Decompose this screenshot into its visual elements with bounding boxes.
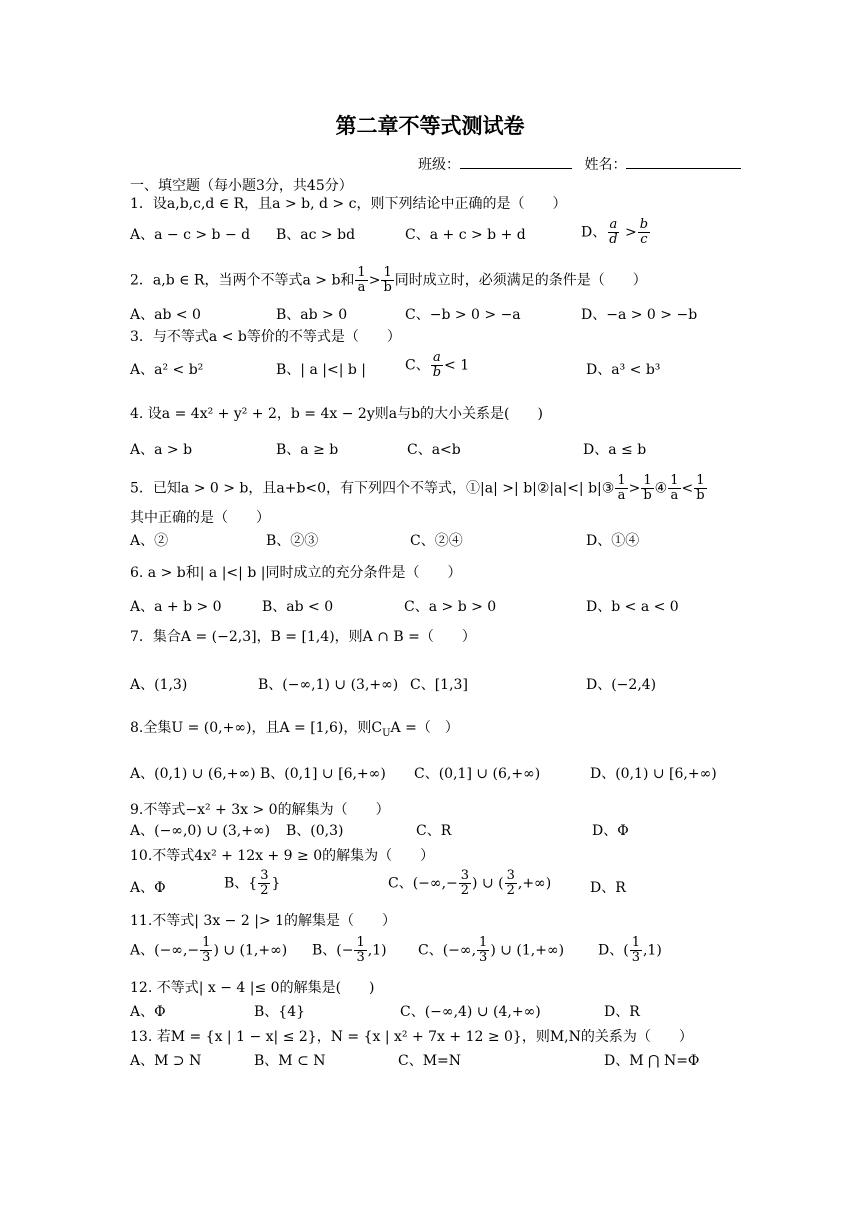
option-b: B、(−∞,1) ∪ (3,+∞): [258, 677, 399, 693]
option-d: D、(−2,4): [586, 677, 657, 693]
option-b: B、| a |<| b |: [276, 362, 366, 378]
option-c: C、(−∞,− $\frac{3}{2}$ ) ∪ ( $\frac{3}{2}$ ,+∞): [388, 868, 552, 898]
option-c: C、②④: [410, 533, 463, 549]
class-blank: [460, 154, 572, 169]
option-a: A、②: [130, 533, 169, 549]
option-c: C、−b > 0 > −a: [405, 307, 521, 323]
option-b: B、a ≥ b: [276, 442, 339, 458]
question-11-stem: 11.不等式| 3x − 2 |> 1的解集是（ ）: [130, 913, 397, 929]
option-b: B、ab < 0: [262, 599, 334, 615]
question-2-stem: 2．a,b ∈ R，当两个不等式a > b和 $\frac{1}{a}$ > $\frac{1}{b}$ 同时成立时，必须满足的条件是（ ）: [130, 265, 647, 295]
option-b: B、②③: [266, 533, 319, 549]
question-8-stem: 8.全集U = (0,+∞)，且A = [1,6)，则$C_UA$ =（ ）: [130, 720, 459, 739]
option-c: C、R: [416, 823, 452, 839]
option-a: A、a > b: [130, 442, 193, 458]
option-c: C、a + c > b + d: [405, 227, 526, 243]
option-a: A、ab < 0: [130, 307, 201, 323]
option-a: A、M ⊃ N: [130, 1053, 202, 1069]
question-6-stem: 6. a > b和| a |<| b |同时成立的充分条件是（ ）: [130, 565, 462, 581]
option-d: D、−a > 0 > −b: [581, 307, 698, 323]
option-a: A、(0,1) ∪ (6,+∞): [130, 766, 256, 782]
option-c: C、(−∞, $\frac{1}{3}$ ) ∪ (1,+∞): [418, 935, 565, 965]
option-d: D、R: [590, 880, 626, 896]
question-13-stem: 13. 若M = {x | 1 − x| ≤ 2}，N = {x | x² + 7x + 12 ≥ 0}，则M,N的关系为（ ）: [130, 1029, 693, 1045]
class-label: 班级：: [418, 157, 460, 173]
option-a: A、a² < b²: [130, 362, 204, 378]
option-d: D、 $\frac{a}{d}$ > $\frac{b}{c}$: [581, 217, 649, 247]
question-1-stem: 1．设a,b,c,d ∈ R，且a > b, d > c，则下列结论中正确的是（ ）: [130, 196, 567, 212]
option-d: D、b < a < 0: [586, 599, 679, 615]
option-c: C、[1,3]: [410, 677, 468, 693]
question-4-stem: 4. 设a = 4x² + y² + 2，b = 4x − 2y则a与b的大小关系是( ): [130, 406, 543, 422]
student-info: [418, 154, 741, 174]
option-d: D、a ≤ b: [583, 442, 647, 458]
option-d: D、Φ: [592, 823, 629, 839]
option-c: C、a<b: [407, 442, 461, 458]
option-c: C、(0,1] ∪ (6,+∞): [414, 766, 541, 782]
page-title: 第二章不等式测试卷: [335, 113, 525, 138]
question-9-stem: 9.不等式−x² + 3x > 0的解集为（ ）: [130, 802, 390, 818]
option-d: D、①④: [586, 533, 640, 549]
option-a: A、a − c > b − d: [130, 227, 251, 243]
option-c: C、a > b > 0: [404, 599, 497, 615]
option-d: D、(0,1) ∪ [6,+∞): [590, 766, 717, 782]
question-7-stem: 7．集合A = (−2,3]，B = [1,4)，则A ∩ B =（ ）: [130, 629, 476, 645]
question-5-stem-continued: 其中正确的是（ ）: [130, 510, 270, 526]
option-b: B、{ $\frac{3}{2}$ }: [224, 868, 281, 898]
name-label: 姓名：: [584, 157, 627, 173]
option-d: D、a³ < b³: [586, 362, 661, 378]
name-blank: [626, 154, 741, 169]
option-b: B、{4}: [254, 1004, 306, 1020]
option-a: A、(−∞,− $\frac{1}{3}$ ) ∪ (1,+∞): [130, 935, 288, 965]
option-b: B、M ⊂ N: [254, 1053, 326, 1069]
option-c: C、(−∞,4) ∪ (4,+∞): [400, 1004, 541, 1020]
option-b: B、ab > 0: [276, 307, 348, 323]
option-a: A、a + b > 0: [130, 599, 222, 615]
option-a: A、Φ: [130, 880, 166, 896]
section-heading: 一、填空题（每小题3分，共45分）: [130, 178, 353, 194]
question-3-stem: 3．与不等式a < b等价的不等式是（ ）: [130, 329, 401, 345]
question-5-stem: 5．已知a > 0 > b，且a+b<0，有下列四个不等式，①|a| >| b|②|a|<| b|③ $\frac{1}{a}$ > $\frac{1}{b}$ ④ $\frac{1}{a}$ < $\frac{1}{b}$: [130, 473, 705, 503]
option-a: A、Φ: [130, 1004, 166, 1020]
question-10-stem: 10.不等式4x² + 12x + 9 ≥ 0的解集为（ ）: [130, 848, 435, 864]
option-b: B、(0,3): [286, 823, 344, 839]
option-b: B、(− $\frac{1}{3}$ ,1): [312, 935, 387, 965]
option-a: A、(1,3): [130, 677, 188, 693]
option-d: D、( $\frac{1}{3}$ ,1): [598, 935, 662, 965]
option-c: C、M=N: [398, 1053, 462, 1069]
option-c: C、 $\frac{a}{b}$ < 1: [405, 350, 470, 380]
option-b: B、(0,1] ∪ [6,+∞): [260, 766, 386, 782]
question-12-stem: 12. 不等式| x − 4 |≤ 0的解集是( ): [130, 980, 375, 996]
option-d: D、M ⋂ N=Φ: [604, 1053, 700, 1069]
option-d: D、R: [604, 1004, 640, 1020]
option-a: A、(−∞,0) ∪ (3,+∞): [130, 823, 271, 839]
option-b: B、ac > bd: [276, 227, 356, 243]
